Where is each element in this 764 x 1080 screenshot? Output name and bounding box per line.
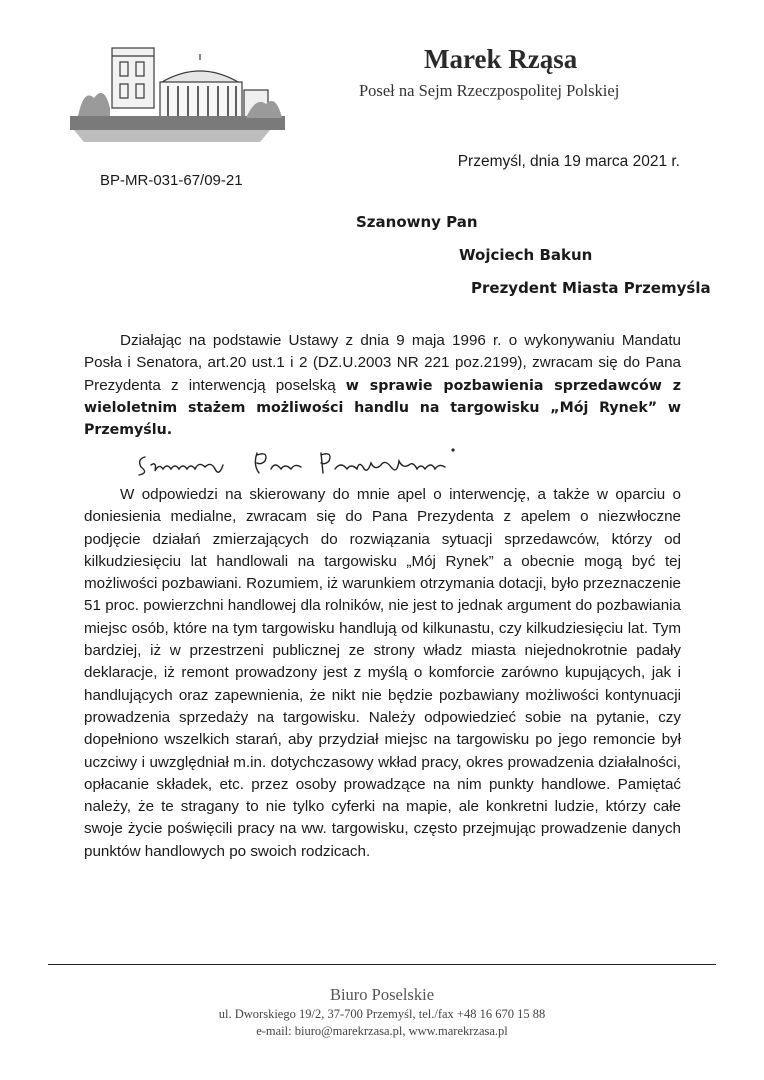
sejm-building-icon: [70, 38, 285, 150]
paragraph-main: [84, 484, 681, 863]
sender-name: Marek Rząsa: [424, 44, 578, 74]
reference-number: BP-MR-031-67/09-21: [100, 172, 243, 189]
footer-divider: [48, 964, 716, 965]
recipient-name: Wojciech Bakun: [459, 246, 593, 264]
footer-address: ul. Dworskiego 19/2, 37-700 Przemyśl, tel./fax +48 16 670 15 88: [218, 1007, 546, 1021]
intro-bold-text: w sprawie pozbawienia sprzedawców z wieloletnim stażem możliwości handlu na targowisku „Mój Rynek” w Przemyślu.: [84, 377, 682, 439]
footer-contact: e-mail: biuro@marekrzasa.pl, www.marekrzasa.pl: [256, 1024, 508, 1038]
paragraph-intro: [84, 330, 681, 441]
letter-date: Przemyśl, dnia 19 marca 2021 r.: [457, 153, 680, 170]
sender-title: Poseł na Sejm Rzeczpospolitej Polskiej: [359, 81, 620, 100]
handwritten-salutation: [135, 447, 465, 481]
footer-title: Biuro Poselskie: [329, 985, 435, 1004]
recipient-position: Prezydent Miasta Przemyśla: [471, 279, 711, 297]
main-text: W odpowiedzi na skierowany do mnie apel o interwencję, a także w oparciu o doniesienia medialne, zwracam się do Pana Prezydenta z apelem o niezwłoczne podjęcie działań zmierzających do rozwiązania sytuacji sprzedawców, którzy od kilkudziesięciu lat handlowali na targowisku „Mój Rynek” a obecnie mogą być tej możliwości pozbawiani. Rozumiem, iż warunkiem otrzymania dotacji, było przeznaczenie 51 proc. powierzchni handlowej dla rolników, nie jest to jednak argument do pozbawiania miejsc osób, które na tym targowisku handlują od kilkunastu, czy kilkudziesięciu lat. Tym bardziej, iż w przestrzeni publicznej ze strony władz miasta niejednokrotnie padały deklaracje, iż remont prowadzony jest z myślą o komforcie zarówno kupujących, jak i handlujących oraz zapewnienia, że nikt nie będzie pozbawiany możliwości kontynuacji prowadzenia sprzedaży na targowisku. Należy odpowiedzieć sobie na pytanie, czy dopełniono wszelkich starań, aby przydział miejsc na targowisku po jego remoncie był uczciwy i uwzględniał m.in. dotychczasowy wkład pracy, okres prowadzenia działalności, opłacanie składek, etc. przez osoby prowadzące na nim punkty handlowe. Pamiętać należy, że te stragany to nie tylko cyferki na mapie, ale konkretni ludzie, którzy całe swoje życie poświęcili pracy na ww. targowisku, często przejmując prowadzenie danych punktów handlowych po swoich rodzicach.: [84, 486, 681, 860]
intro-text: Działając na podstawie Ustawy z dnia 9 maja 1996 r. o wykonywaniu Mandatu Posła i Senatora, art.20 ust.1 i 2 (DZ.U.2003 NR 221 poz.2199), zwracam się do Pana Prezydenta z interwencją poselską: [84, 332, 681, 394]
recipient-salutation: Szanowny Pan: [356, 213, 478, 231]
